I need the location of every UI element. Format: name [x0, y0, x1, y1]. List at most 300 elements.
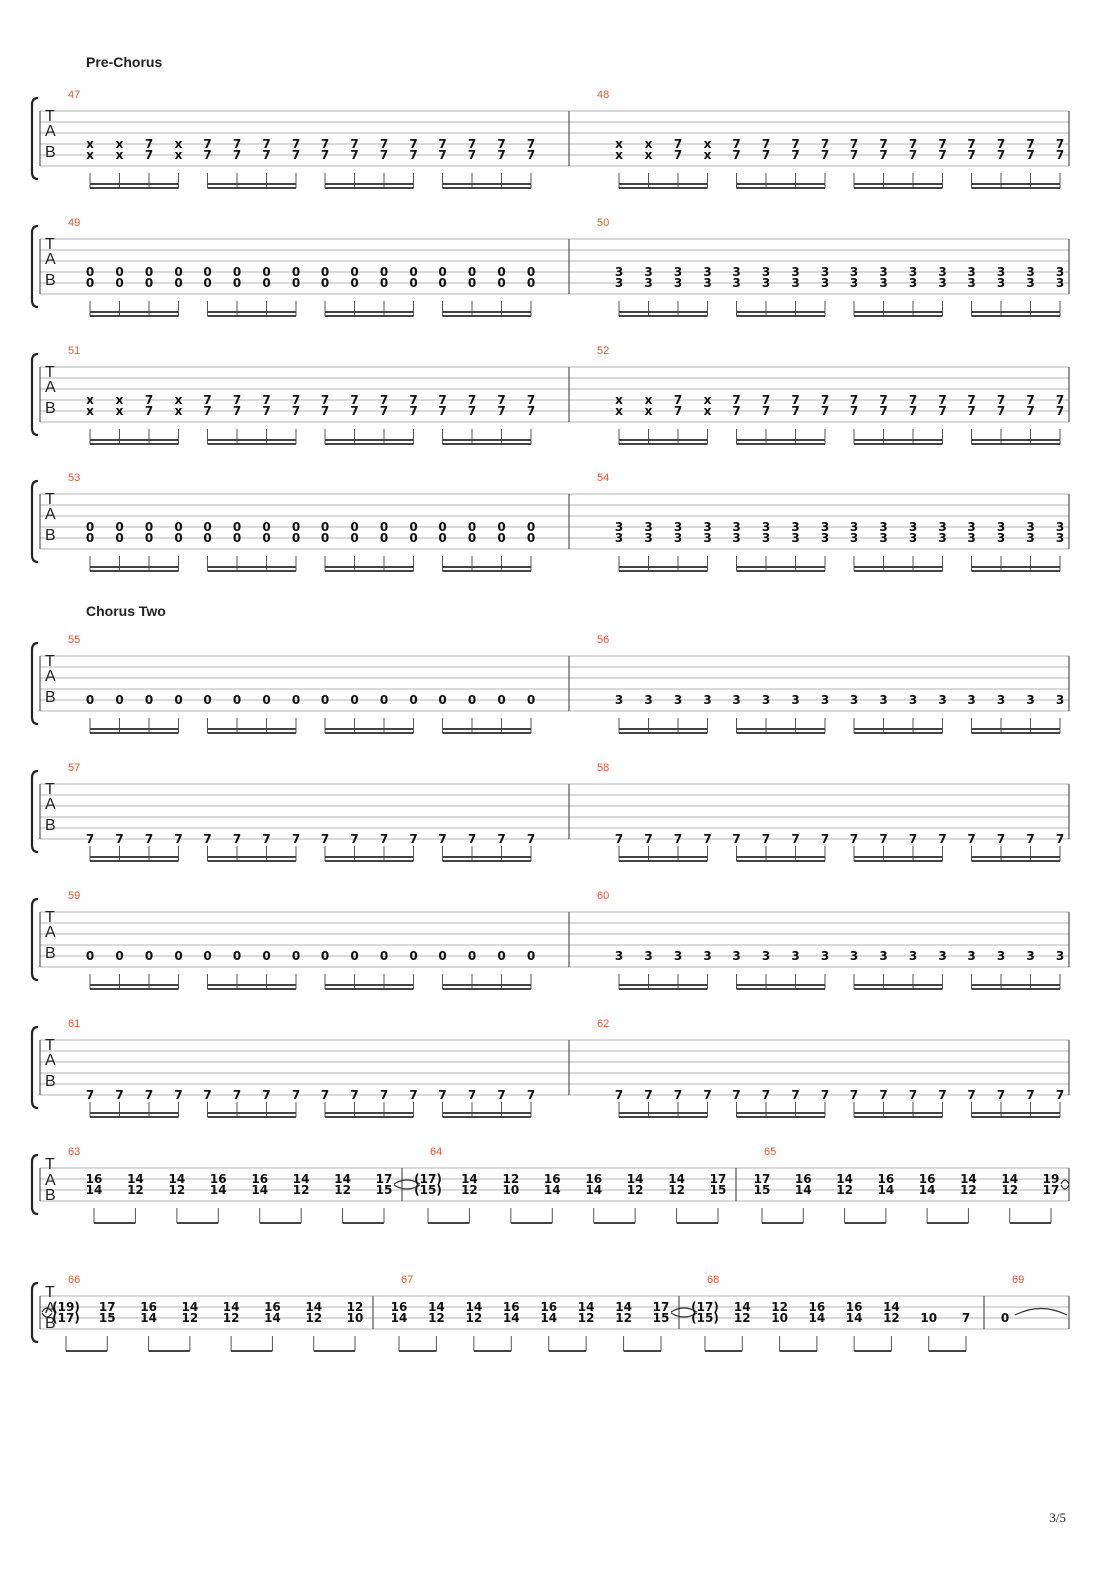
measure-number: 63	[68, 1146, 81, 1158]
fret-number: 14	[626, 1172, 644, 1186]
fret-number: 0	[497, 265, 506, 279]
fret-number: (17)	[691, 1300, 719, 1314]
fret-number: 7	[961, 1311, 971, 1325]
fret-number: 0	[379, 693, 389, 707]
fret-number: 17	[1042, 1183, 1060, 1197]
fret-number: 7	[791, 404, 800, 418]
fret-number: 15	[98, 1311, 116, 1325]
fret-number: 0	[115, 949, 124, 963]
measure-number: 51	[68, 345, 81, 357]
fret-number: 12	[127, 1183, 144, 1197]
fret-number: 3	[820, 693, 830, 707]
fret-number: 7	[438, 393, 447, 407]
fret-number: 0	[291, 520, 301, 534]
fret-number: 0	[320, 265, 330, 279]
fret-number: 0	[350, 276, 359, 290]
fret-number: 7	[467, 832, 477, 846]
fret-number: 3	[644, 949, 653, 963]
fret-number: 7	[673, 404, 683, 418]
fret-number: 7	[232, 393, 242, 407]
fret-number: 0	[350, 949, 359, 963]
fret-number: 7	[761, 832, 771, 846]
fret-number: 3	[673, 531, 683, 545]
fret-number: 0	[320, 520, 330, 534]
fret-number: 0	[379, 276, 389, 290]
fret-number: 14	[264, 1311, 281, 1325]
staff-brace	[32, 771, 38, 852]
fret-number: 3	[820, 265, 830, 279]
fret-number: 7	[791, 393, 800, 407]
fret-number: 3	[820, 949, 830, 963]
fret-number: 14	[181, 1300, 199, 1314]
fret-number: 7	[996, 1088, 1006, 1102]
fret-number: 3	[614, 693, 624, 707]
fret-number: 7	[732, 404, 741, 418]
fret-number: 0	[409, 265, 418, 279]
tab-clef-b: B	[45, 400, 56, 417]
fret-number: 7	[497, 393, 506, 407]
fret-number: 7	[409, 404, 418, 418]
measure-number: 64	[430, 1146, 443, 1158]
tab-clef-t: T	[45, 1284, 55, 1301]
dead-note: x	[174, 393, 183, 407]
fret-number: 0	[232, 265, 242, 279]
fret-number: 7	[673, 137, 683, 151]
fret-number: 3	[673, 265, 683, 279]
fret-number: 0	[174, 265, 183, 279]
fret-number: 7	[203, 137, 212, 151]
fret-number: 14	[668, 1172, 685, 1186]
measure-number: 48	[597, 89, 610, 101]
fret-number: 7	[262, 137, 271, 151]
fret-number: 0	[467, 520, 477, 534]
tab-clef-a: A	[45, 796, 56, 813]
fret-number: 0	[174, 693, 183, 707]
fret-number: 3	[1055, 949, 1065, 963]
fret-number: 3	[761, 265, 771, 279]
tab-clef-a: A	[45, 506, 56, 523]
fret-number: 3	[879, 265, 888, 279]
dead-note: x	[115, 148, 124, 162]
fret-number: 12	[577, 1311, 595, 1325]
fret-number: 0	[350, 265, 359, 279]
fret-number: 3	[1055, 520, 1065, 534]
fret-number: 3	[967, 520, 976, 534]
fret-number: 3	[703, 520, 712, 534]
tab-clef-t: T	[45, 491, 55, 508]
fret-number: 7	[938, 404, 947, 418]
fret-number: 3	[938, 949, 947, 963]
fret-number: 3	[1026, 520, 1035, 534]
fret-number: 7	[320, 1088, 330, 1102]
fret-number: 12	[334, 1183, 351, 1197]
fret-number: 16	[585, 1172, 603, 1186]
fret-number: 3	[967, 531, 976, 545]
fret-number: 0	[526, 276, 536, 290]
fret-number: 7	[438, 832, 447, 846]
tab-clef-a: A	[45, 668, 56, 685]
fret-number: 7	[467, 393, 477, 407]
dead-note: x	[86, 137, 94, 151]
fret-number: 7	[232, 832, 242, 846]
fret-number: 7	[732, 137, 741, 151]
fret-number: 0	[320, 949, 330, 963]
fret-number: 0	[409, 520, 418, 534]
fret-number: 12	[733, 1311, 751, 1325]
fret-number: 7	[467, 137, 477, 151]
fret-number: 3	[849, 949, 859, 963]
fret-number: 0	[409, 276, 418, 290]
fret-number: 16	[845, 1300, 863, 1314]
fret-number: 7	[350, 404, 359, 418]
fret-number: 7	[379, 148, 389, 162]
fret-number: 7	[174, 1088, 183, 1102]
tab-clef-t: T	[45, 1037, 55, 1054]
fret-number: 7	[673, 1088, 683, 1102]
fret-number: 14	[794, 1183, 812, 1197]
fret-number: 7	[262, 404, 271, 418]
fret-number: 7	[849, 1088, 859, 1102]
fret-number: 12	[1001, 1183, 1019, 1197]
fret-number: 0	[497, 520, 506, 534]
fret-number: 12	[883, 1311, 900, 1325]
fret-number: 3	[703, 531, 712, 545]
fret-number: 12	[292, 1183, 310, 1197]
fret-number: 0	[497, 693, 506, 707]
fret-number: 3	[1055, 693, 1065, 707]
fret-number: 3	[996, 265, 1006, 279]
fret-number: 7	[820, 404, 830, 418]
fret-number: 12	[771, 1300, 788, 1314]
fret-number: 7	[938, 393, 947, 407]
fret-number: 0	[115, 531, 124, 545]
fret-number: 3	[938, 520, 947, 534]
fret-number: 0	[115, 520, 124, 534]
measure-number: 50	[597, 217, 610, 229]
fret-number: 14	[808, 1311, 826, 1325]
fret-number: 3	[1026, 949, 1035, 963]
fret-number: 14	[390, 1311, 408, 1325]
fret-number: 0	[467, 693, 477, 707]
fret-number: 14	[540, 1311, 558, 1325]
fret-number: 0	[262, 520, 271, 534]
fret-number: 0	[350, 693, 359, 707]
fret-number: 7	[732, 393, 741, 407]
fret-number: 7	[703, 1088, 712, 1102]
fret-number: 7	[291, 1088, 301, 1102]
fret-number: 14	[577, 1300, 595, 1314]
fret-number: 3	[996, 949, 1006, 963]
fret-number: 12	[836, 1183, 853, 1197]
fret-number: 3	[673, 276, 683, 290]
fret-number: 7	[791, 148, 800, 162]
dead-note: x	[644, 404, 653, 418]
fret-number: 0	[350, 531, 359, 545]
staff-brace	[32, 354, 38, 435]
fret-number: 3	[761, 276, 771, 290]
fret-number: 0	[438, 949, 447, 963]
fret-number: 7	[409, 393, 418, 407]
fret-number: 3	[614, 531, 624, 545]
fret-number: 7	[85, 832, 95, 846]
fret-number: 14	[615, 1300, 632, 1314]
fret-number: 7	[497, 148, 506, 162]
tab-clef-t: T	[45, 909, 55, 926]
fret-number: 7	[262, 148, 271, 162]
fret-number: 14	[222, 1300, 240, 1314]
fret-number: 7	[262, 1088, 271, 1102]
fret-number: 17	[709, 1172, 727, 1186]
dead-note: x	[644, 148, 653, 162]
fret-number: 19	[1042, 1172, 1060, 1186]
fret-number: 3	[614, 949, 624, 963]
dead-note: x	[174, 137, 183, 151]
fret-number: 3	[644, 265, 653, 279]
fret-number: (17)	[52, 1311, 80, 1325]
fret-number: 3	[996, 520, 1006, 534]
fret-number: 14	[251, 1183, 269, 1197]
fret-number: 3	[908, 265, 918, 279]
tab-clef-b: B	[45, 945, 56, 962]
fret-number: 7	[438, 148, 447, 162]
fret-number: 0	[85, 531, 95, 545]
fret-number: 7	[967, 393, 976, 407]
fret-number: 0	[232, 531, 242, 545]
fret-number: 7	[849, 404, 859, 418]
fret-number: 3	[820, 520, 830, 534]
staff-brace	[32, 1283, 38, 1342]
fret-number: 14	[836, 1172, 853, 1186]
fret-number: 7	[938, 1088, 947, 1102]
fret-number: 0	[467, 531, 477, 545]
fret-number: 3	[614, 265, 624, 279]
fret-number: 7	[291, 404, 301, 418]
fret-number: 7	[526, 393, 536, 407]
fret-number: 0	[379, 949, 389, 963]
fret-number: 0	[497, 949, 506, 963]
fret-number: 3	[849, 693, 859, 707]
tab-clef-a: A	[45, 1300, 56, 1317]
staff-brace	[32, 98, 38, 179]
fret-number: 16	[85, 1172, 103, 1186]
tie-arc	[1015, 1309, 1067, 1316]
fret-number: 0	[203, 949, 212, 963]
fret-number: 7	[144, 393, 154, 407]
fret-number: 0	[467, 949, 477, 963]
fret-number: 7	[996, 137, 1006, 151]
dead-note: x	[174, 404, 183, 418]
fret-number: 7	[262, 832, 271, 846]
fret-number: 7	[908, 393, 918, 407]
fret-number: 16	[877, 1172, 895, 1186]
fret-number: 7	[879, 1088, 888, 1102]
fret-number: 16	[209, 1172, 227, 1186]
fret-number: 7	[438, 404, 447, 418]
fret-number: 7	[996, 148, 1006, 162]
fret-number: 0	[438, 265, 447, 279]
dead-note: x	[703, 137, 712, 151]
fret-number: 3	[996, 276, 1006, 290]
fret-number: 3	[703, 949, 712, 963]
fret-number: 7	[379, 137, 389, 151]
fret-number: 16	[502, 1300, 520, 1314]
fret-number: 0	[526, 949, 536, 963]
fret-number: 14	[585, 1183, 603, 1197]
fret-number: 0	[526, 693, 536, 707]
fret-number: 7	[703, 832, 712, 846]
fret-number: 7	[409, 1088, 418, 1102]
measure-number: 52	[597, 345, 610, 357]
measure-number: 49	[68, 217, 81, 229]
fret-number: 7	[467, 404, 477, 418]
fret-number: 7	[526, 832, 536, 846]
fret-number: 12	[960, 1183, 977, 1197]
tab-clef-a: A	[45, 379, 56, 396]
fret-number: 7	[849, 137, 859, 151]
fret-number: 7	[379, 404, 389, 418]
fret-number: 3	[703, 693, 712, 707]
fret-number: 7	[350, 148, 359, 162]
fret-number: 3	[938, 276, 947, 290]
tab-clef-t: T	[45, 781, 55, 798]
fret-number: 7	[320, 404, 330, 418]
fret-number: 14	[305, 1300, 323, 1314]
measure-number: 53	[68, 472, 81, 484]
fret-number: 3	[644, 276, 653, 290]
fret-number: 7	[174, 832, 183, 846]
fret-number: 7	[1055, 137, 1065, 151]
fret-number: 3	[761, 531, 771, 545]
fret-number: 7	[1026, 404, 1035, 418]
fret-number: 16	[390, 1300, 408, 1314]
fret-number: 7	[820, 832, 830, 846]
fret-number: 0	[85, 276, 95, 290]
fret-number: 16	[140, 1300, 157, 1314]
tie-arc	[1061, 1180, 1069, 1184]
fret-number: 7	[350, 832, 359, 846]
fret-number: 14	[140, 1311, 157, 1325]
fret-number: 0	[203, 531, 212, 545]
tab-clef-t: T	[45, 1156, 55, 1173]
section-label: Pre-Chorus	[86, 54, 163, 70]
fret-number: 0	[320, 276, 330, 290]
fret-number: 7	[203, 1088, 212, 1102]
fret-number: 0	[144, 520, 154, 534]
fret-number: 7	[996, 393, 1006, 407]
fret-number: 7	[497, 137, 506, 151]
fret-number: 15	[709, 1183, 727, 1197]
fret-number: 7	[144, 137, 154, 151]
fret-number: 3	[1026, 265, 1035, 279]
fret-number: 12	[428, 1311, 445, 1325]
fret-number: 7	[203, 148, 212, 162]
fret-number: 3	[732, 693, 741, 707]
fret-number: 12	[626, 1183, 644, 1197]
fret-number: 7	[761, 393, 771, 407]
fret-number: 7	[144, 1088, 154, 1102]
fret-number: 7	[1026, 393, 1035, 407]
fret-number: 14	[168, 1172, 186, 1186]
measure-number: 69	[1012, 1274, 1025, 1286]
fret-number: (15)	[691, 1311, 719, 1325]
dead-note: x	[86, 393, 94, 407]
section-label: Chorus Two	[86, 603, 166, 619]
fret-number: 0	[115, 693, 124, 707]
fret-number: 7	[320, 148, 330, 162]
fret-number: 0	[262, 531, 271, 545]
fret-number: 7	[320, 832, 330, 846]
fret-number: 7	[673, 832, 683, 846]
fret-number: 3	[908, 949, 918, 963]
fret-number: 7	[644, 1088, 653, 1102]
fret-number: 7	[144, 404, 154, 418]
fret-number: 0	[85, 265, 95, 279]
fret-number: 7	[291, 393, 301, 407]
fret-number: 7	[526, 148, 536, 162]
fret-number: 7	[614, 1088, 624, 1102]
fret-number: 0	[232, 949, 242, 963]
fret-number: 10	[502, 1183, 520, 1197]
measure-number: 57	[68, 762, 81, 774]
tab-clef-b: B	[45, 1315, 56, 1332]
fret-number: 0	[379, 520, 389, 534]
fret-number: 7	[908, 404, 918, 418]
fret-number: 7	[967, 148, 976, 162]
fret-number: 7	[761, 137, 771, 151]
fret-number: 7	[732, 832, 741, 846]
fret-number: 0	[203, 276, 212, 290]
fret-number: 3	[673, 949, 683, 963]
dead-note: x	[703, 148, 712, 162]
fret-number: 12	[168, 1183, 186, 1197]
fret-number: 0	[526, 531, 536, 545]
fret-number: 7	[115, 832, 124, 846]
fret-number: 7	[761, 1088, 771, 1102]
fret-number: 3	[967, 949, 976, 963]
fret-number: 14	[209, 1183, 227, 1197]
fret-number: 0	[262, 693, 271, 707]
fret-number: 12	[181, 1311, 199, 1325]
fret-number: 14	[1001, 1172, 1019, 1186]
fret-number: 3	[791, 276, 800, 290]
fret-number: 7	[203, 393, 212, 407]
fret-number: 7	[820, 1088, 830, 1102]
dead-note: x	[115, 393, 124, 407]
fret-number: 3	[703, 265, 712, 279]
fret-number: 16	[918, 1172, 936, 1186]
fret-number: 14	[127, 1172, 144, 1186]
fret-number: 0	[85, 693, 95, 707]
measure-number: 58	[597, 762, 610, 774]
fret-number: 14	[502, 1311, 520, 1325]
measure-number: 59	[68, 890, 81, 902]
fret-number: 0	[291, 276, 301, 290]
fret-number: 16	[251, 1172, 269, 1186]
fret-number: 0	[144, 531, 154, 545]
fret-number: 12	[615, 1311, 632, 1325]
fret-number: 3	[996, 531, 1006, 545]
fret-number: 7	[996, 404, 1006, 418]
fret-number: 3	[908, 520, 918, 534]
fret-number: 7	[967, 1088, 976, 1102]
fret-number: 0	[115, 276, 124, 290]
fret-number: 0	[232, 276, 242, 290]
fret-number: 7	[996, 832, 1006, 846]
fret-number: 7	[350, 1088, 359, 1102]
staff-brace	[32, 481, 38, 562]
fret-number: 3	[761, 520, 771, 534]
fret-number: 3	[1026, 276, 1035, 290]
